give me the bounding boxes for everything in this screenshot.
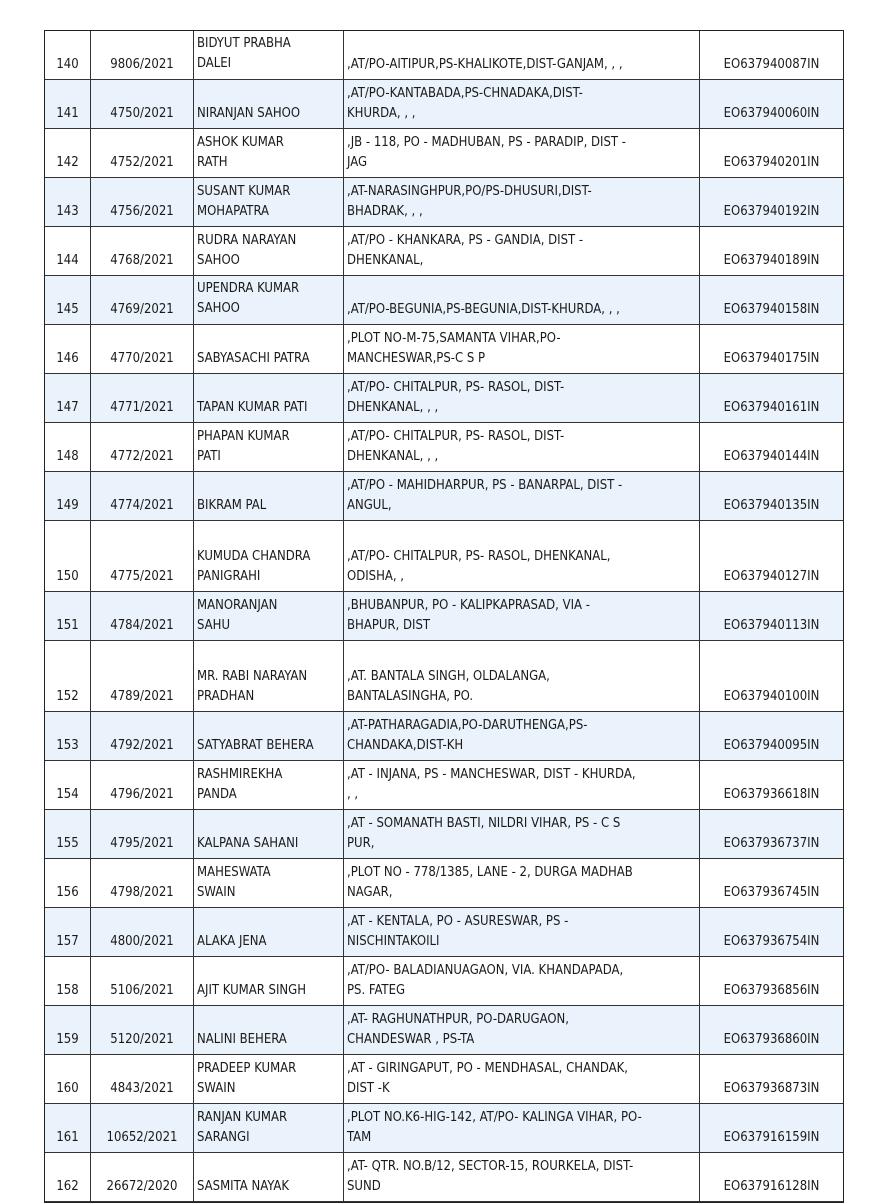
address-cell: ,AT- RAGHUNATHPUR, PO-DARUGAON, CHANDESWAR , PS-TA [344,1006,700,1054]
serial-number-cell: 156 [45,859,91,907]
name-cell: SABYASACHI PATRA [194,325,344,373]
table-row [45,374,843,423]
serial-number-cell: 157 [45,908,91,956]
serial-number-cell: 162 [45,1153,91,1201]
table-row [45,31,843,80]
tracking-number-cell: EO637940201IN [700,129,843,177]
name-cell: NIRANJAN SAHOO [194,80,344,128]
address-cell: ,AT - KENTALA, PO - ASURESWAR, PS - NISCHINTAKOILI [344,908,700,956]
table-row [45,472,843,521]
table-row [45,1006,843,1055]
address-cell: ,AT/PO - MAHIDHARPUR, PS - BANARPAL, DIST - ANGUL, [344,472,700,520]
table-row [45,227,843,276]
address-cell: ,BHUBANPUR, PO - KALIPKAPRASAD, VIA - BHAPUR, DIST [344,592,700,640]
case-number-cell: 4789/2021 [91,641,194,711]
table-row [45,325,843,374]
name-cell: RASHMIREKHA PANDA [194,761,344,809]
serial-number-cell: 160 [45,1055,91,1103]
case-number-cell: 9806/2021 [91,31,194,79]
tracking-number-cell: EO637940175IN [700,325,843,373]
case-number-cell: 4792/2021 [91,712,194,760]
serial-number-cell: 159 [45,1006,91,1054]
case-number-cell: 4770/2021 [91,325,194,373]
name-cell: SUSANT KUMAR MOHAPATRA [194,178,344,226]
tracking-number-cell: EO637936754IN [700,908,843,956]
tracking-number-cell: EO637936873IN [700,1055,843,1103]
address-cell: ,AT - SOMANATH BASTI, NILDRI VIHAR, PS - C S PUR, [344,810,700,858]
tracking-number-cell: EO637936737IN [700,810,843,858]
name-cell: AJIT KUMAR SINGH [194,957,344,1005]
table-row [45,592,843,641]
name-cell: SATYABRAT BEHERA [194,712,344,760]
serial-number-cell: 155 [45,810,91,858]
serial-number-cell: 142 [45,129,91,177]
name-cell: BIKRAM PAL [194,472,344,520]
name-cell: RUDRA NARAYAN SAHOO [194,227,344,275]
name-cell: TAPAN KUMAR PATI [194,374,344,422]
case-number-cell: 4771/2021 [91,374,194,422]
case-number-cell: 4775/2021 [91,521,194,591]
address-cell: ,AT/PO- CHITALPUR, PS- RASOL, DIST- DHENKANAL, , , [344,374,700,422]
tracking-number-cell: EO637940095IN [700,712,843,760]
table-row [45,1153,843,1202]
serial-number-cell: 152 [45,641,91,711]
serial-number-cell: 153 [45,712,91,760]
table-row [45,641,843,712]
tracking-number-cell: EO637936860IN [700,1006,843,1054]
address-cell: ,PLOT NO - 778/1385, LANE - 2, DURGA MADHAB NAGAR, [344,859,700,907]
case-number-cell: 4843/2021 [91,1055,194,1103]
serial-number-cell: 161 [45,1104,91,1152]
case-number-cell: 4769/2021 [91,276,194,324]
name-cell: BIDYUT PRABHA DALEI [194,31,344,79]
tracking-number-cell: EO637940087IN [700,31,843,79]
name-cell: PRADEEP KUMAR SWAIN [194,1055,344,1103]
serial-number-cell: 143 [45,178,91,226]
name-cell: MR. RABI NARAYAN PRADHAN [194,641,344,711]
name-cell: PHAPAN KUMAR PATI [194,423,344,471]
address-cell: ,AT/PO-AITIPUR,PS-KHALIKOTE,DIST-GANJAM, , , [344,31,700,79]
dispatch-table [44,30,844,1203]
serial-number-cell: 145 [45,276,91,324]
case-number-cell: 4800/2021 [91,908,194,956]
tracking-number-cell: EO637936745IN [700,859,843,907]
serial-number-cell: 148 [45,423,91,471]
serial-number-cell: 147 [45,374,91,422]
tracking-number-cell: EO637940135IN [700,472,843,520]
address-cell: ,AT- QTR. NO.B/12, SECTOR-15, ROURKELA, DIST- SUND [344,1153,700,1201]
serial-number-cell: 150 [45,521,91,591]
tracking-number-cell: EO637916128IN [700,1153,843,1201]
address-cell: ,AT/PO - KHANKARA, PS - GANDIA, DIST - DHENKANAL, [344,227,700,275]
tracking-number-cell: EO637936856IN [700,957,843,1005]
table-row [45,80,843,129]
case-number-cell: 4772/2021 [91,423,194,471]
case-number-cell: 4784/2021 [91,592,194,640]
case-number-cell: 4768/2021 [91,227,194,275]
serial-number-cell: 149 [45,472,91,520]
table-row [45,129,843,178]
serial-number-cell: 154 [45,761,91,809]
tracking-number-cell: EO637940060IN [700,80,843,128]
name-cell: ALAKA JENA [194,908,344,956]
table-row [45,908,843,957]
case-number-cell: 4750/2021 [91,80,194,128]
address-cell: ,AT - INJANA, PS - MANCHESWAR, DIST - KHURDA, , , [344,761,700,809]
table-row [45,810,843,859]
address-cell: ,PLOT NO.K6-HIG-142, AT/PO- KALINGA VIHAR, PO- TAM [344,1104,700,1152]
tracking-number-cell: EO637940192IN [700,178,843,226]
serial-number-cell: 151 [45,592,91,640]
name-cell: SASMITA NAYAK [194,1153,344,1201]
address-cell: ,AT-PATHARAGADIA,PO-DARUTHENGA,PS- CHANDAKA,DIST-KH [344,712,700,760]
address-cell: ,AT/PO-BEGUNIA,PS-BEGUNIA,DIST-KHURDA, , , [344,276,700,324]
case-number-cell: 4774/2021 [91,472,194,520]
table-row [45,521,843,592]
serial-number-cell: 146 [45,325,91,373]
tracking-number-cell: EO637940100IN [700,641,843,711]
tracking-number-cell: EO637940158IN [700,276,843,324]
case-number-cell: 10652/2021 [91,1104,194,1152]
address-cell: ,AT/PO-KANTABADA,PS-CHNADAKA,DIST- KHURDA, , , [344,80,700,128]
name-cell: KUMUDA CHANDRA PANIGRAHI [194,521,344,591]
serial-number-cell: 141 [45,80,91,128]
table-row [45,761,843,810]
case-number-cell: 5106/2021 [91,957,194,1005]
case-number-cell: 5120/2021 [91,1006,194,1054]
tracking-number-cell: EO637940161IN [700,374,843,422]
table-row [45,1104,843,1153]
tracking-number-cell: EO637940189IN [700,227,843,275]
table-row [45,957,843,1006]
tracking-number-cell: EO637940113IN [700,592,843,640]
tracking-number-cell: EO637936618IN [700,761,843,809]
name-cell: KALPANA SAHANI [194,810,344,858]
address-cell: ,AT/PO- BALADIANUAGAON, VIA. KHANDAPADA, PS. FATEG [344,957,700,1005]
name-cell: MAHESWATA SWAIN [194,859,344,907]
case-number-cell: 4756/2021 [91,178,194,226]
serial-number-cell: 144 [45,227,91,275]
name-cell: ASHOK KUMAR RATH [194,129,344,177]
table-row [45,859,843,908]
name-cell: RANJAN KUMAR SARANGI [194,1104,344,1152]
case-number-cell: 4796/2021 [91,761,194,809]
name-cell: NALINI BEHERA [194,1006,344,1054]
table-row [45,1055,843,1104]
table-row [45,178,843,227]
address-cell: ,AT. BANTALA SINGH, OLDALANGA, BANTALASINGHA, PO. [344,641,700,711]
case-number-cell: 4752/2021 [91,129,194,177]
case-number-cell: 4795/2021 [91,810,194,858]
name-cell: MANORANJAN SAHU [194,592,344,640]
tracking-number-cell: EO637940127IN [700,521,843,591]
serial-number-cell: 158 [45,957,91,1005]
name-cell: UPENDRA KUMAR SAHOO [194,276,344,324]
table-row [45,712,843,761]
address-cell: ,AT - GIRINGAPUT, PO - MENDHASAL, CHANDAK, DIST -K [344,1055,700,1103]
tracking-number-cell: EO637916159IN [700,1104,843,1152]
address-cell: ,AT/PO- CHITALPUR, PS- RASOL, DIST- DHENKANAL, , , [344,423,700,471]
case-number-cell: 26672/2020 [91,1153,194,1201]
tracking-number-cell: EO637940144IN [700,423,843,471]
table-row [45,276,843,325]
address-cell: ,AT-NARASINGHPUR,PO/PS-DHUSURI,DIST- BHADRAK, , , [344,178,700,226]
serial-number-cell: 140 [45,31,91,79]
address-cell: ,PLOT NO-M-75,SAMANTA VIHAR,PO- MANCHESWAR,PS-C S P [344,325,700,373]
address-cell: ,AT/PO- CHITALPUR, PS- RASOL, DHENKANAL, ODISHA, , [344,521,700,591]
case-number-cell: 4798/2021 [91,859,194,907]
table-row [45,423,843,472]
address-cell: ,JB - 118, PO - MADHUBAN, PS - PARADIP, DIST - JAG [344,129,700,177]
